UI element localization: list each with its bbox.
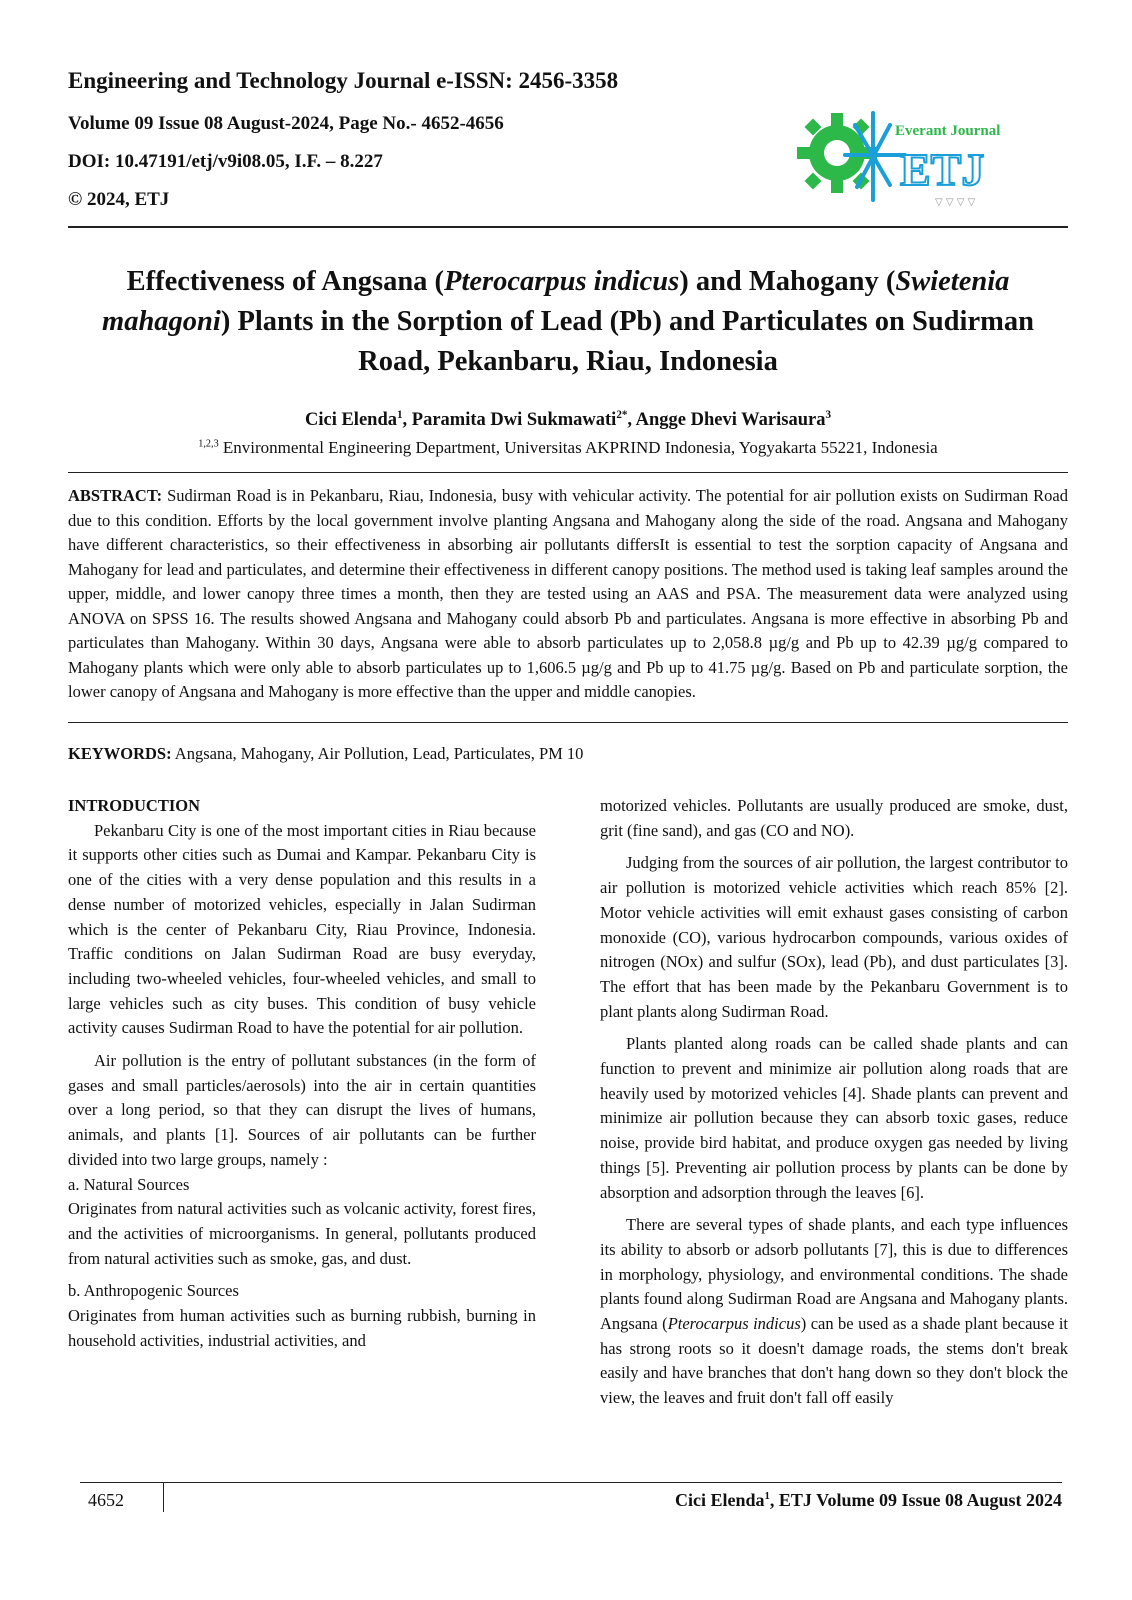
- logo-big-text: ETJ: [900, 144, 985, 195]
- affiliation: $^{1,2,3}$ Environmental Engineering Department, Universitas AKPRIND Indonesia, Yogyakarta 55221, Indonesia: [198, 438, 938, 457]
- running-footer: Cici Elenda$^1$, ETJ Volume 09 Issue 08 August 2024: [675, 1490, 1062, 1510]
- doi-info: DOI: 10.47191/etj/v9i08.05, I.F. – 8.227: [68, 151, 383, 172]
- etj-logo: [795, 105, 1020, 210]
- paragraph: Originates from human activities such as burning rubbish, burning in household activities, industrial activities, and: [68, 1306, 536, 1350]
- section-heading: INTRODUCTION: [68, 796, 201, 815]
- keywords: KEYWORDS: Angsana, Mahogany, Air Pollution, Lead, Particulates, PM 10: [68, 744, 584, 763]
- left-column: [68, 794, 536, 1353]
- abstract-bottom-rule: [68, 722, 1068, 723]
- footer-rule: [80, 1482, 1062, 1483]
- journal-name: Engineering and Technology Journal e-ISSN: 2456-3358: [68, 68, 619, 93]
- header-rule: [68, 226, 1068, 228]
- paragraph: Judging from the sources of air pollution, the largest contributor to air pollution is motorized vehicle activities which reach 85% [2]. Motor vehicle activities will emit exhaust gases consisting of carbon monoxide (CO), various hydrocarbon compounds, various oxides of nitrogen (NOx) and sulfur (SOx), lead (Pb), and dust particulates [3]. The effort that has been made by the Pekanbaru Government is to plant plants along Sudirman Road.: [600, 853, 1068, 1021]
- abstract-top-rule: [68, 472, 1068, 473]
- copyright: © 2024, ETJ: [68, 189, 170, 210]
- footer-divider: [163, 1482, 164, 1512]
- svg-text:▽ ▽ ▽ ▽: ▽ ▽ ▽ ▽: [935, 197, 976, 208]
- list-label: a. Natural Sources: [68, 1174, 190, 1194]
- abstract: ABSTRACT: Sudirman Road is in Pekanbaru, Riau, Indonesia, busy with vehicular activity. The potential for air pollution exists on Sudirman Road due to this condition. Efforts by the local government involve planting Angsana and Mahogany along the side of the road. Angsana and Mahogany have different characteristics, so their effectiveness in absorbing air pollutants differsIt is essential to test the sorption capacity of Angsana and Mahogany for lead and particulates, and determine their effectiveness in different canopy positions. The method used is taking leaf samples around the upper, middle, and lower canopy three times a month, then they are tested using an AAS and PSA. The measurement data were analyzed using ANOVA on SPSS 16. The results showed Angsana and Mahogany could absorb Pb and particulates. Angsana is more effective in absorbing Pb and particulates than Mahogany. Within 30 days, Angsana were able to absorb particulates up to 2,058.8 µg/g and Pb up to 42.39 µg/g compared to Mahogany plants which were only able to absorb particulates up to 1,606.5 µg/g and Pb up to 41.75 µg/g. Based on Pb and particulate sorption, the lower canopy of Angsana and Mahogany is more effective than the upper and middle canopies.: [68, 486, 1068, 701]
- paragraph: Pekanbaru City is one of the most important cities in Riau because it supports other cities such as Dumai and Kampar. Pekanbaru City is one of the cities with a very dense population and this results in a dense number of motorized vehicles, especially in Jalan Sudirman which is the center of Pekanbaru City, Riau Province, Indonesia. Traffic conditions on Jalan Sudirman Road are busy everyday, including two-wheeled vehicles, four-wheeled vehicles, and small to large vehicles such as city buses. This condition of busy vehicle activity causes Sudirman Road to have the potential for air pollution.: [68, 820, 536, 1038]
- paragraph: motorized vehicles. Pollutants are usually produced are smoke, dust, grit (fine sand), and gas (CO and NO).: [600, 796, 1068, 840]
- right-column: [600, 794, 1068, 1411]
- paper-title: Effectiveness of Angsana (Pterocarpus indicus) and Mahogany (Swietenia mahagoni) Plants in the Sorption of Lead (Pb) and Particulates on Sudirman Road, Pekanbaru, Riau, Indonesia: [102, 266, 1034, 377]
- paragraph: Plants planted along roads can be called shade plants and can function to prevent and minimize air pollution along roads that are heavily used by motorized vehicles [4]. Shade plants can prevent and minimize air pollution because they can absorb toxic gases, reduce noise, provide bird habitat, and produce oxygen gas needed by living things [5]. Preventing air pollution process by plants can be done by absorption and adsorption through the leaves [6].: [600, 1034, 1068, 1202]
- page-number: 4652: [88, 1490, 124, 1510]
- paragraph: Originates from natural activities such as volcanic activity, forest fires, and the activities of microorganisms. In general, pollutants produced from natural activities such as smoke, gas, and dust.: [68, 1199, 536, 1268]
- paragraph: There are several types of shade plants, and each type influences its ability to absorb or adsorb pollutants [7], this is due to differences in morphology, physiology, and environmental conditions. The shade plants found along Sudirman Road are Angsana and Mahogany plants. Angsana (Pterocarpus indicus) can be used as a shade plant because it has strong roots so it doesn't damage roads, the stems don't break easily and have branches that don't hang down so they don't block the view, the leaves and fruit don't fall off easily: [600, 1215, 1069, 1408]
- logo-small-text: Everant Journal: [895, 123, 1001, 139]
- volume-info: Volume 09 Issue 08 August-2024, Page No.- 4652-4656: [68, 113, 504, 134]
- list-label: b. Anthropogenic Sources: [68, 1281, 239, 1301]
- paragraph: Air pollution is the entry of pollutant substances (in the form of gases and small particles/aerosols) into the air in certain quantities over a long period, so that they can disrupt the lives of humans, animals, and plants [1]. Sources of air pollutants can be further divided into two large groups, namely :: [68, 1051, 536, 1169]
- authors: Cici Elenda$^1$, Paramita Dwi Sukmawati$^{2*}$, Angge Dhevi Warisaura$^3$: [304, 408, 831, 430]
